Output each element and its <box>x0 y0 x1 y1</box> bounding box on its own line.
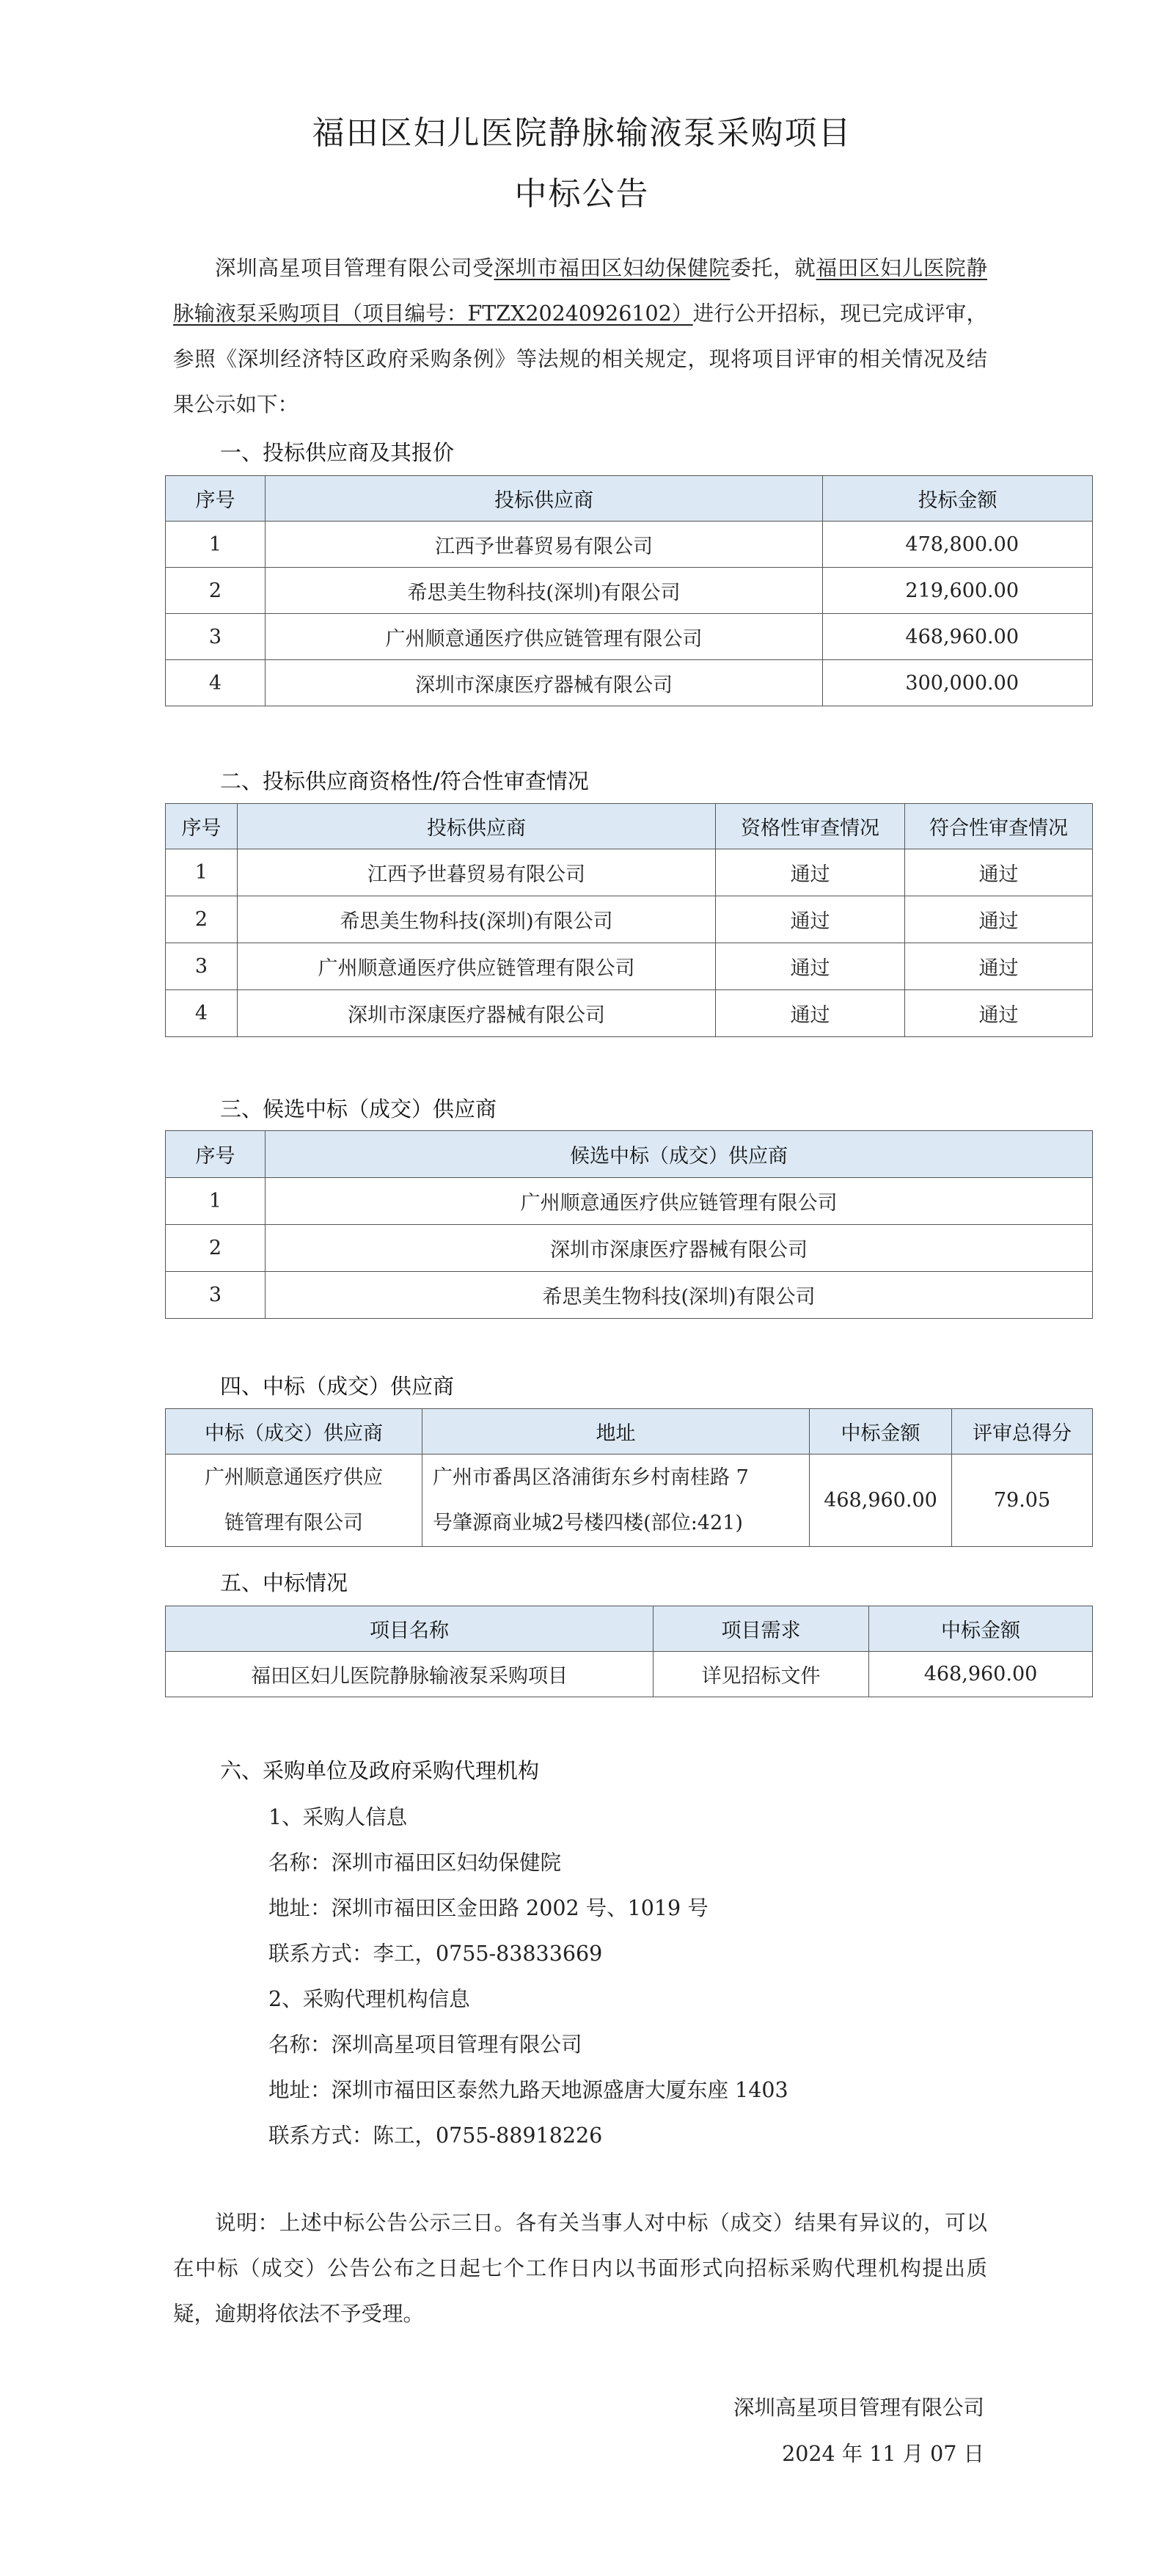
cell-amount: 478,800.00 <box>823 522 1093 568</box>
agent-name: 深圳高星项目管理有限公司 <box>215 256 473 280</box>
cell-index: 3 <box>166 1272 266 1319</box>
cell-index: 2 <box>166 1225 266 1272</box>
col-header: 投标供应商 <box>266 476 823 522</box>
cell-supplier: 深圳市深康医疗器械有限公司 <box>266 660 823 706</box>
cell-index: 3 <box>166 614 266 660</box>
bid-price-table <box>165 475 1093 706</box>
cell-index: 4 <box>166 990 238 1037</box>
cell-requirement: 详见招标文件 <box>654 1652 869 1697</box>
cell-amount: 468,960.00 <box>869 1652 1093 1697</box>
cell-amount: 468,960.00 <box>810 1455 952 1547</box>
project-name: 福田区妇儿医院静脉输液泵采购项目（项目编号：FTZX20240926102） <box>173 256 987 326</box>
table-header-row <box>166 1606 1093 1652</box>
table-row <box>166 849 1093 896</box>
table-row <box>166 1178 1093 1225</box>
agency-contact-line: 联系方式：陈工，0755-88918226 <box>268 2123 603 2148</box>
col-header: 投标供应商 <box>238 804 716 849</box>
address-line-1: 广州市番禺区洛浦街东乡村南桂路 7 <box>433 1466 749 1489</box>
col-header: 候选中标（成交）供应商 <box>266 1131 1093 1178</box>
table-row <box>166 943 1093 990</box>
doc-title-line1: 福田区妇儿医院静脉输液泵采购项目 <box>312 114 852 152</box>
table-header-row <box>166 1131 1093 1178</box>
table-row <box>166 1455 1093 1547</box>
cell-supplier: 江西予世暮贸易有限公司 <box>266 522 823 568</box>
note-paragraph <box>173 2200 987 2337</box>
candidate-supplier-table <box>165 1130 1093 1319</box>
intro-text-3: 进行公开招标，现已完成评审，参照《深圳经济特区政府采购条例》等法规的相关规定，现将项目评审的相关情况及结果公示如下： <box>173 301 987 417</box>
col-header: 序号 <box>166 476 266 522</box>
cell-amount: 219,600.00 <box>823 568 1093 614</box>
col-header: 投标金额 <box>823 476 1093 522</box>
agency-info-heading: 2、采购代理机构信息 <box>268 1987 470 2011</box>
cell-qualification: 通过 <box>716 849 905 896</box>
cell-compliance: 通过 <box>905 849 1093 896</box>
col-header: 项目需求 <box>654 1606 869 1652</box>
doc-title-line2: 中标公告 <box>514 175 650 213</box>
cell-supplier: 广州顺意通医疗供应链管理有限公司 <box>266 614 823 660</box>
cell-supplier: 希思美生物科技(深圳)有限公司 <box>266 568 823 614</box>
cell-amount: 300,000.00 <box>823 660 1093 706</box>
purchaser-address-line: 地址：深圳市福田区金田路 2002 号、1019 号 <box>268 1896 709 1920</box>
table-row <box>166 522 1093 568</box>
table-row <box>166 1272 1093 1319</box>
cell-index: 3 <box>166 943 238 990</box>
cell-project-name: 福田区妇儿医院静脉输液泵采购项目 <box>166 1652 654 1697</box>
note-text: 说明：上述中标公告公示三日。各有关当事人对中标（成交）结果有异议的，可以在中标（成交）公告公布之日起七个工作日内以书面形式向招标采购代理机构提出质疑，逾期将依法不予受理。 <box>173 2211 987 2326</box>
section-5-heading: 五、中标情况 <box>220 1570 348 1595</box>
cell-qualification: 通过 <box>716 943 905 990</box>
cell-index: 2 <box>166 568 266 614</box>
cell-supplier: 深圳市深康医疗器械有限公司 <box>238 990 716 1037</box>
col-header: 资格性审查情况 <box>716 804 905 849</box>
section-4-heading: 四、中标（成交）供应商 <box>220 1374 455 1399</box>
col-header: 项目名称 <box>166 1606 654 1652</box>
cell-supplier: 深圳市深康医疗器械有限公司 <box>266 1225 1093 1272</box>
purchaser-name: 深圳市福田区妇幼保健院 <box>494 256 731 280</box>
agency-name-line: 名称：深圳高星项目管理有限公司 <box>268 2032 582 2057</box>
cell-supplier <box>166 1455 422 1547</box>
section-1-heading: 一、投标供应商及其报价 <box>220 440 455 465</box>
col-header: 中标金额 <box>869 1606 1093 1652</box>
table-row <box>166 1225 1093 1272</box>
cell-index: 4 <box>166 660 266 706</box>
qualification-review-table <box>165 803 1093 1037</box>
cell-amount: 468,960.00 <box>823 614 1093 660</box>
col-header: 中标金额 <box>810 1409 952 1455</box>
supplier-line-2: 链管理有限公司 <box>224 1511 363 1534</box>
cell-address <box>422 1455 810 1547</box>
col-header: 序号 <box>166 1131 266 1178</box>
agency-address-line: 地址：深圳市福田区泰然九路天地源盛唐大厦东座 1403 <box>268 2078 788 2102</box>
cell-index: 1 <box>166 522 266 568</box>
table-row <box>166 614 1093 660</box>
cell-index: 1 <box>166 1178 266 1225</box>
cell-supplier: 希思美生物科技(深圳)有限公司 <box>266 1272 1093 1319</box>
cell-qualification: 通过 <box>716 990 905 1037</box>
table-header-row <box>166 476 1093 522</box>
winning-supplier-table <box>165 1408 1093 1547</box>
table-header-row <box>166 804 1093 849</box>
purchaser-contact-line: 联系方式：李工，0755-83833669 <box>268 1942 603 1966</box>
cell-compliance: 通过 <box>905 896 1093 943</box>
section-6-heading: 六、采购单位及政府采购代理机构 <box>220 1758 540 1783</box>
cell-supplier: 广州顺意通医疗供应链管理有限公司 <box>266 1178 1093 1225</box>
signature-date: 2024 年 11 月 07 日 <box>782 2442 984 2466</box>
section-3-heading: 三、候选中标（成交）供应商 <box>220 1097 497 1121</box>
cell-compliance: 通过 <box>905 990 1093 1037</box>
cell-score: 79.05 <box>952 1455 1093 1547</box>
col-header: 序号 <box>166 804 238 849</box>
section-2-heading: 二、投标供应商资格性/符合性审查情况 <box>220 769 589 794</box>
table-header-row <box>166 1409 1093 1455</box>
intro-text-1: 受 <box>472 256 494 280</box>
signature-company: 深圳高星项目管理有限公司 <box>733 2396 984 2420</box>
cell-supplier: 江西予世暮贸易有限公司 <box>238 849 716 896</box>
col-header: 符合性审查情况 <box>905 804 1093 849</box>
cell-compliance: 通过 <box>905 943 1093 990</box>
col-header: 中标（成交）供应商 <box>166 1409 422 1455</box>
address-line-2: 号肇源商业城2号楼四楼(部位:421) <box>433 1511 743 1534</box>
cell-index: 1 <box>166 849 238 896</box>
table-row <box>166 990 1093 1037</box>
purchaser-info-heading: 1、采购人信息 <box>268 1805 408 1829</box>
intro-text-2: 委托，就 <box>730 256 816 280</box>
supplier-line-1: 广州顺意通医疗供应 <box>205 1466 383 1489</box>
cell-supplier: 广州顺意通医疗供应链管理有限公司 <box>238 943 716 990</box>
table-row <box>166 1652 1093 1697</box>
col-header: 地址 <box>422 1409 810 1455</box>
purchaser-name-line: 名称：深圳市福田区妇幼保健院 <box>268 1851 562 1875</box>
table-row <box>166 568 1093 614</box>
cell-index: 2 <box>166 896 238 943</box>
intro-paragraph <box>173 246 987 428</box>
cell-supplier: 希思美生物科技(深圳)有限公司 <box>238 896 716 943</box>
table-row <box>166 660 1093 706</box>
table-row <box>166 896 1093 943</box>
col-header: 评审总得分 <box>952 1409 1093 1455</box>
award-info-table <box>165 1606 1093 1697</box>
cell-qualification: 通过 <box>716 896 905 943</box>
